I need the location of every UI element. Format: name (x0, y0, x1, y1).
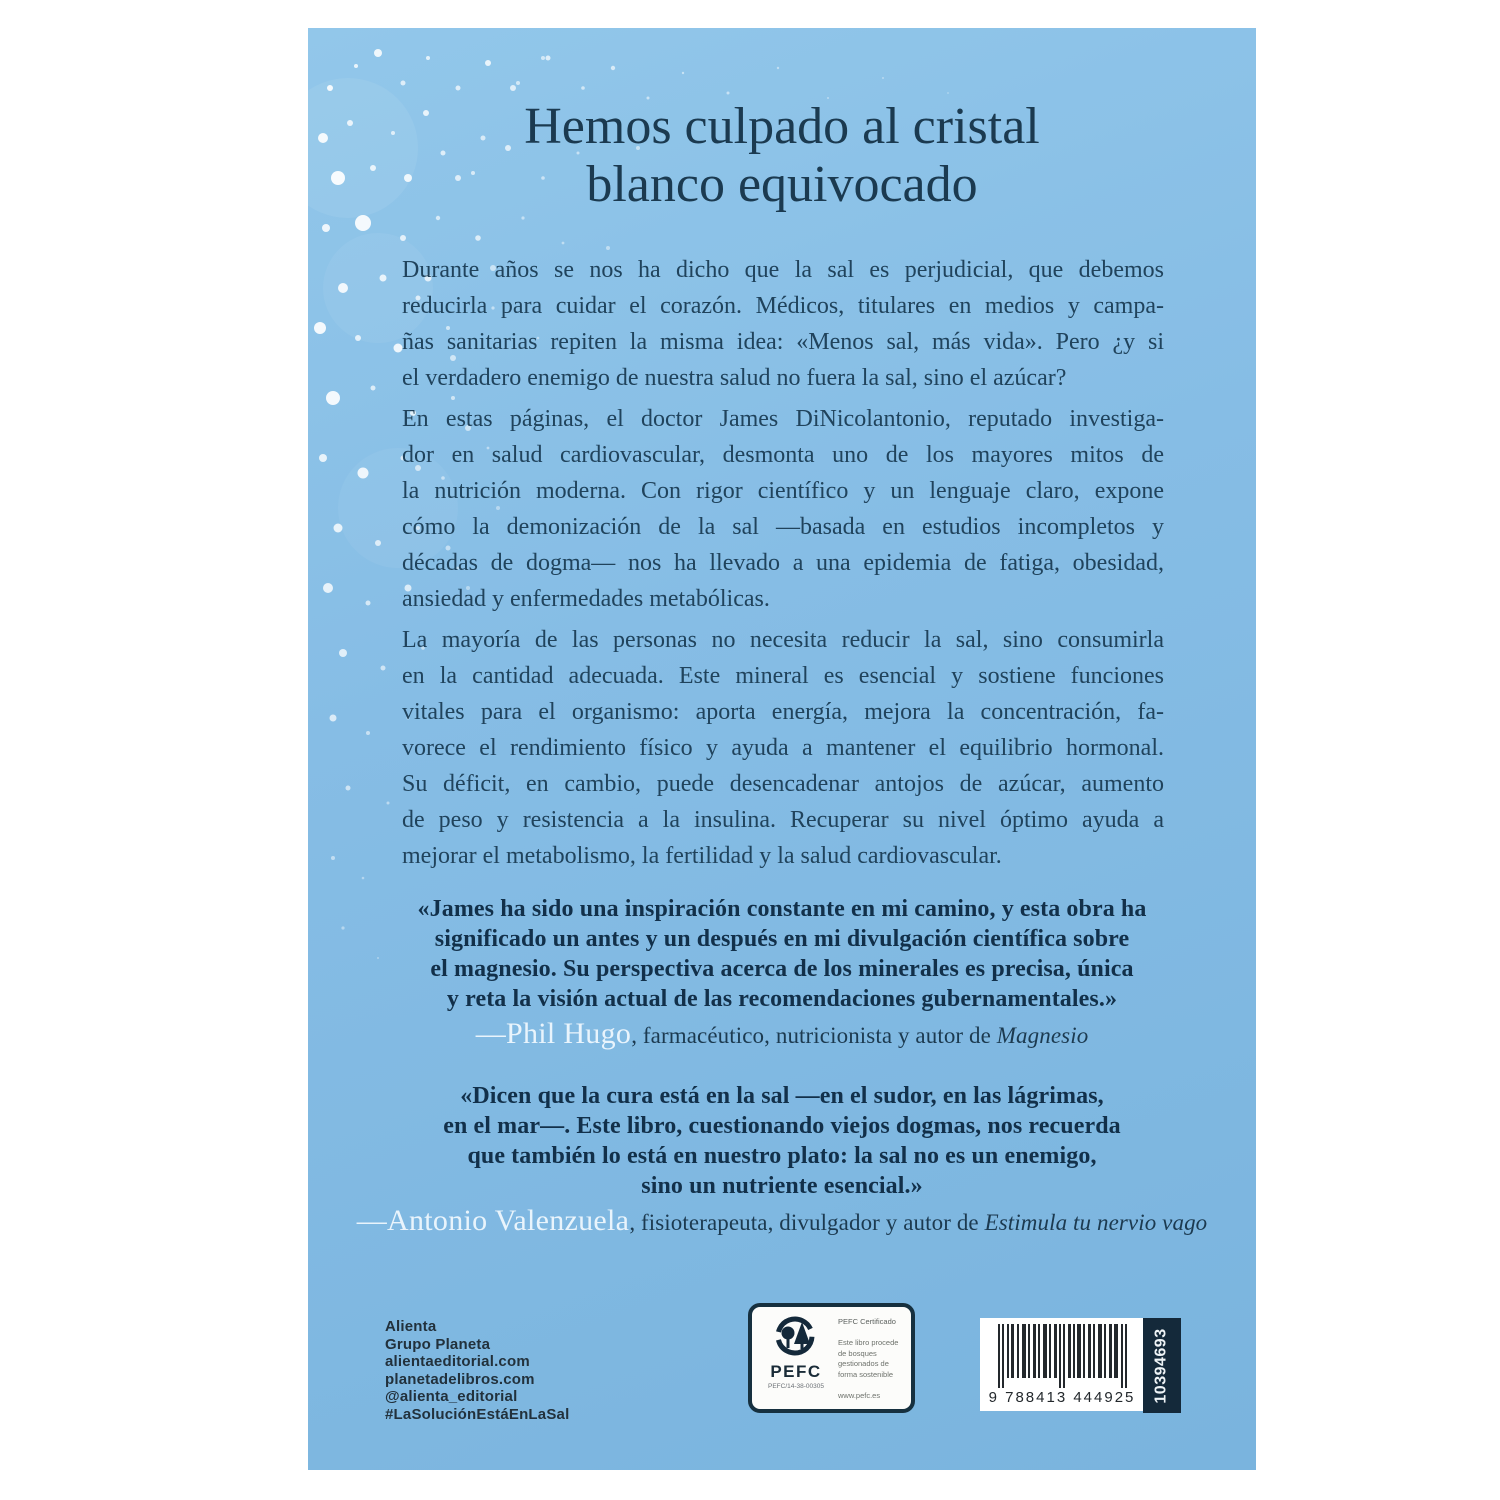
blurb-line: en la cantidad adecuada. Este mineral es esencial y sostiene funciones (402, 663, 1164, 689)
publisher-line: Grupo Planeta (385, 1335, 491, 1353)
back-cover-blurb (402, 252, 1164, 879)
quote-line: significado un antes y un después en mi divulgación científica sobre (434, 926, 1130, 952)
pefc-heading: PEFC Certificado (838, 1317, 896, 1326)
publisher-line: #LaSoluciónEstáEnLaSal (385, 1405, 570, 1423)
blurb-line: dor en salud cardiovascular, desmonta uno de los mayores mitos de (402, 442, 1164, 468)
quote-attribution (308, 1019, 1256, 1051)
barcode-bars-icon (980, 1318, 1143, 1411)
blurb-line: mejorar el metabolismo, la fertilidad y la salud cardiovascular. (402, 843, 1002, 869)
back-cover-headline (308, 98, 1256, 214)
blurb-line: Su déficit, en cambio, puede desencadenar antojos de azúcar, aumento (402, 771, 1164, 797)
blurb-line: el verdadero enemigo de nuestra salud no fuera la sal, sino el azúcar? (402, 365, 1067, 391)
publisher-line: @alienta_editorial (385, 1388, 518, 1405)
paragraph (402, 622, 1164, 874)
quote-line: el magnesio. Su perspectiva acerca de los minerales es precisa, única (430, 956, 1134, 982)
blurb-line: cómo la demonización de la sal —basada en estudios incompletos y (402, 514, 1164, 540)
quote-line: «James ha sido una inspiración constante en mi camino, y esta obra ha (417, 896, 1147, 922)
quote-work-title: Estimula tu nervio vago (984, 1210, 1208, 1235)
barcode-side-number: 10394693 (1153, 1327, 1170, 1404)
quote-line: sino un nutriente esencial.» (641, 1173, 923, 1199)
quote-author: —Phil Hugo (475, 1017, 632, 1050)
pefc-certification-label (748, 1303, 915, 1413)
blurb-line: la nutrición moderna. Con rigor científico y un lenguaje claro, expone (402, 478, 1164, 504)
quote-work-title: Magnesio (996, 1023, 1089, 1048)
pefc-logo-text: PEFC (770, 1362, 822, 1381)
barcode (980, 1318, 1143, 1411)
blurb-line: vorece el rendimiento físico y ayuda a mantener el equilibrio hormonal. (402, 735, 1164, 761)
quote-line: «Dicen que la cura está en la sal —en el sudor, en las lágrimas, (460, 1083, 1104, 1109)
blurb-line: vitales para el organismo: aporta energía, mejora la concentración, fa- (402, 699, 1164, 725)
headline-line: Hemos culpado al cristal (524, 98, 1040, 155)
pefc-description: Este libro procede de bosques gestionados de forma sostenible (838, 1338, 899, 1379)
paragraph (402, 401, 1164, 617)
publisher-line: Alienta (385, 1318, 437, 1335)
quote-author: —Antonio Valenzuela (356, 1204, 630, 1237)
blurb-line: En estas páginas, el doctor James DiNicolantonio, reputado investiga- (402, 406, 1164, 432)
quote-line: en el mar—. Este libro, cuestionando viejos dogmas, nos recuerda (443, 1113, 1121, 1139)
quote-credit: , fisioterapeuta, divulgador y autor de (629, 1210, 985, 1235)
quote-line: y reta la visión actual de las recomendaciones gubernamentales.» (446, 986, 1118, 1012)
publisher-info (385, 1318, 569, 1423)
pefc-logo-icon (764, 1314, 828, 1362)
publisher-line: alientaeditorial.com (385, 1353, 530, 1370)
quote-line: que también lo está en nuestro plato: la sal no es un enemigo, (467, 1143, 1097, 1169)
blurb-line: ansiedad y enfermedades metabólicas. (402, 586, 770, 612)
blurb-line: reducirla para cuidar el corazón. Médicos, titulares en medios y campa- (402, 293, 1164, 319)
pefc-cert-code: PEFC/14-38-00305 (767, 1383, 824, 1390)
endorsement-quote (308, 1081, 1256, 1238)
blurb-line: de peso y resistencia a la insulina. Recuperar su nivel óptimo ayuda a (402, 807, 1164, 833)
quote-attribution (308, 1206, 1256, 1238)
pefc-url: www.pefc.es (838, 1390, 881, 1400)
headline-line: blanco equivocado (586, 156, 978, 213)
endorsement-quote (308, 894, 1256, 1051)
blurb-line: décadas de dogma— nos ha llevado a una epidemia de fatiga, obesidad, (402, 550, 1164, 576)
paragraph (402, 252, 1164, 396)
blurb-line: La mayoría de las personas no necesita reducir la sal, sino consumirla (402, 627, 1164, 653)
blurb-line: ñas sanitarias repiten la misma idea: «Menos sal, más vida». Pero ¿y si (402, 329, 1164, 355)
book-back-cover (308, 28, 1256, 1470)
barcode-side-number-strip (1143, 1318, 1181, 1413)
quote-credit: , farmacéutico, nutricionista y autor de (631, 1023, 997, 1048)
blurb-line: Durante años se nos ha dicho que la sal es perjudicial, que debemos (402, 257, 1164, 283)
barcode-number: 9 788413 444925 (988, 1389, 1136, 1406)
publisher-line: planetadelibros.com (385, 1370, 535, 1388)
